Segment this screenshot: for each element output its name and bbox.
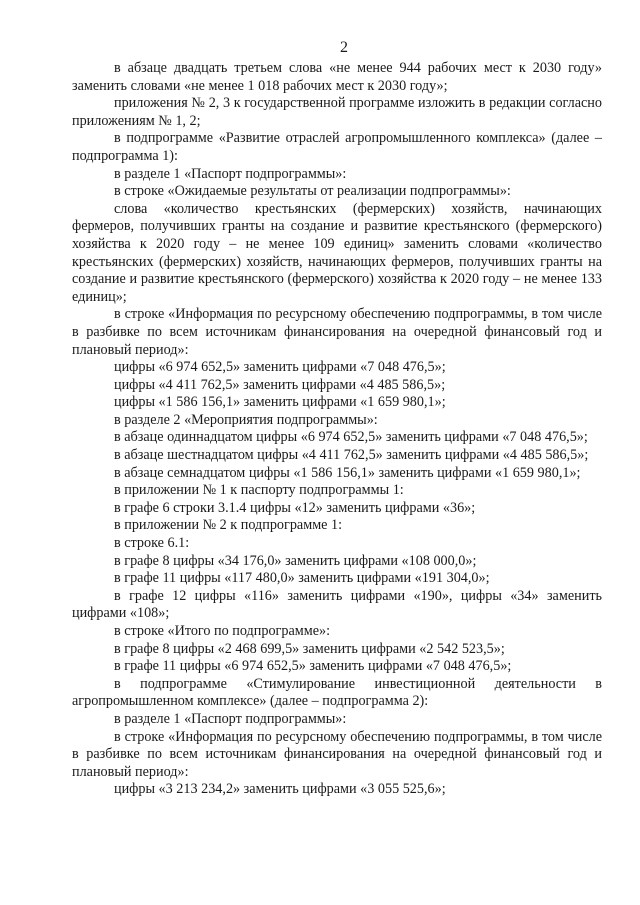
paragraph: в графе 11 цифры «117 480,0» заменить цифрами «191 304,0»; bbox=[114, 570, 490, 587]
paragraph: в графе 8 цифры «2 468 699,5» заменить цифрами «2 542 523,5»; bbox=[114, 640, 505, 657]
paragraph: в абзаце семнадцатом цифры «1 586 156,1» заменить цифрами «1 659 980,1»; bbox=[114, 464, 581, 481]
paragraph: в графе 11 цифры «6 974 652,5» заменить цифрами «7 048 476,5»; bbox=[114, 658, 512, 675]
page-number: 2 bbox=[340, 39, 348, 56]
paragraph: в графе 12 цифры «116» заменить цифрами «190», цифры «34» заменить цифрами «108»; bbox=[72, 587, 602, 622]
paragraph: в строке «Ожидаемые результаты от реализации подпрограммы»: bbox=[114, 183, 511, 200]
paragraph: в подпрограмме «Стимулирование инвестиционной деятельности в агропромышленном комплексе» (далее – подпрограмма 2): bbox=[72, 675, 602, 710]
paragraph: цифры «6 974 652,5» заменить цифрами «7 048 476,5»; bbox=[114, 359, 446, 376]
paragraph: в строке «Информация по ресурсному обеспечению подпрограммы, в том числе в разбивке по всем источникам финансирования на очередной финансовый год и плановый период»: bbox=[72, 306, 602, 358]
paragraph: в строке «Информация по ресурсному обеспечению подпрограммы, в том числе в разбивке по всем источникам финансирования на очередной финансовый год и плановый период»: bbox=[72, 728, 602, 780]
document-body bbox=[72, 60, 602, 799]
paragraph: в строке «Итого по подпрограмме»: bbox=[114, 623, 331, 639]
paragraph: приложения № 2, 3 к государственной программе изложить в редакции согласно приложениям № 1, 2; bbox=[72, 95, 602, 129]
paragraph: слова «количество крестьянских (фермерских) хозяйств, начинающих фермеров, получивших гранты на создание и развитие крестьянского (фермерского) хозяйства к 2020 году – не менее 109 единиц» заменить словами «количество крестьянских (фермерских) хозяйств, начинающих фермеров, получивших гранты на создание и развитие крестьянского (фермерского) хозяйства к 2020 году – не менее 133 единиц»; bbox=[72, 200, 602, 305]
paragraph: в подпрограмме «Развитие отраслей агропромышленного комплекса» (далее – подпрограмма 1): bbox=[72, 130, 602, 164]
paragraph: цифры «1 586 156,1» заменить цифрами «1 659 980,1»; bbox=[114, 394, 446, 411]
paragraph: цифры «3 213 234,2» заменить цифрами «3 055 525,6»; bbox=[114, 781, 446, 798]
paragraph: в графе 6 строки 3.1.4 цифры «12» заменить цифрами «36»; bbox=[114, 499, 476, 516]
paragraph: в абзаце одиннадцатом цифры «6 974 652,5» заменить цифрами «7 048 476,5»; bbox=[114, 429, 588, 446]
paragraph: в разделе 2 «Мероприятия подпрограммы»: bbox=[114, 411, 378, 428]
paragraph: в разделе 1 «Паспорт подпрограммы»: bbox=[114, 710, 347, 727]
paragraph: в графе 8 цифры «34 176,0» заменить цифрами «108 000,0»; bbox=[114, 552, 477, 569]
paragraph: в разделе 1 «Паспорт подпрограммы»: bbox=[114, 165, 347, 182]
paragraph: в абзаце шестнадцатом цифры «4 411 762,5» заменить цифрами «4 485 586,5»; bbox=[114, 447, 589, 464]
paragraph: в приложении № 2 к подпрограмме 1: bbox=[114, 517, 343, 534]
paragraph: в абзаце двадцать третьем слова «не менее 944 рабочих мест к 2030 году» заменить словами «не менее 1 018 рабочих мест к 2030 году»; bbox=[72, 60, 602, 94]
paragraph: цифры «4 411 762,5» заменить цифрами «4 485 586,5»; bbox=[114, 376, 446, 393]
paragraph: в строке 6.1: bbox=[114, 535, 190, 552]
paragraph: в приложении № 1 к паспорту подпрограммы 1: bbox=[114, 482, 404, 499]
